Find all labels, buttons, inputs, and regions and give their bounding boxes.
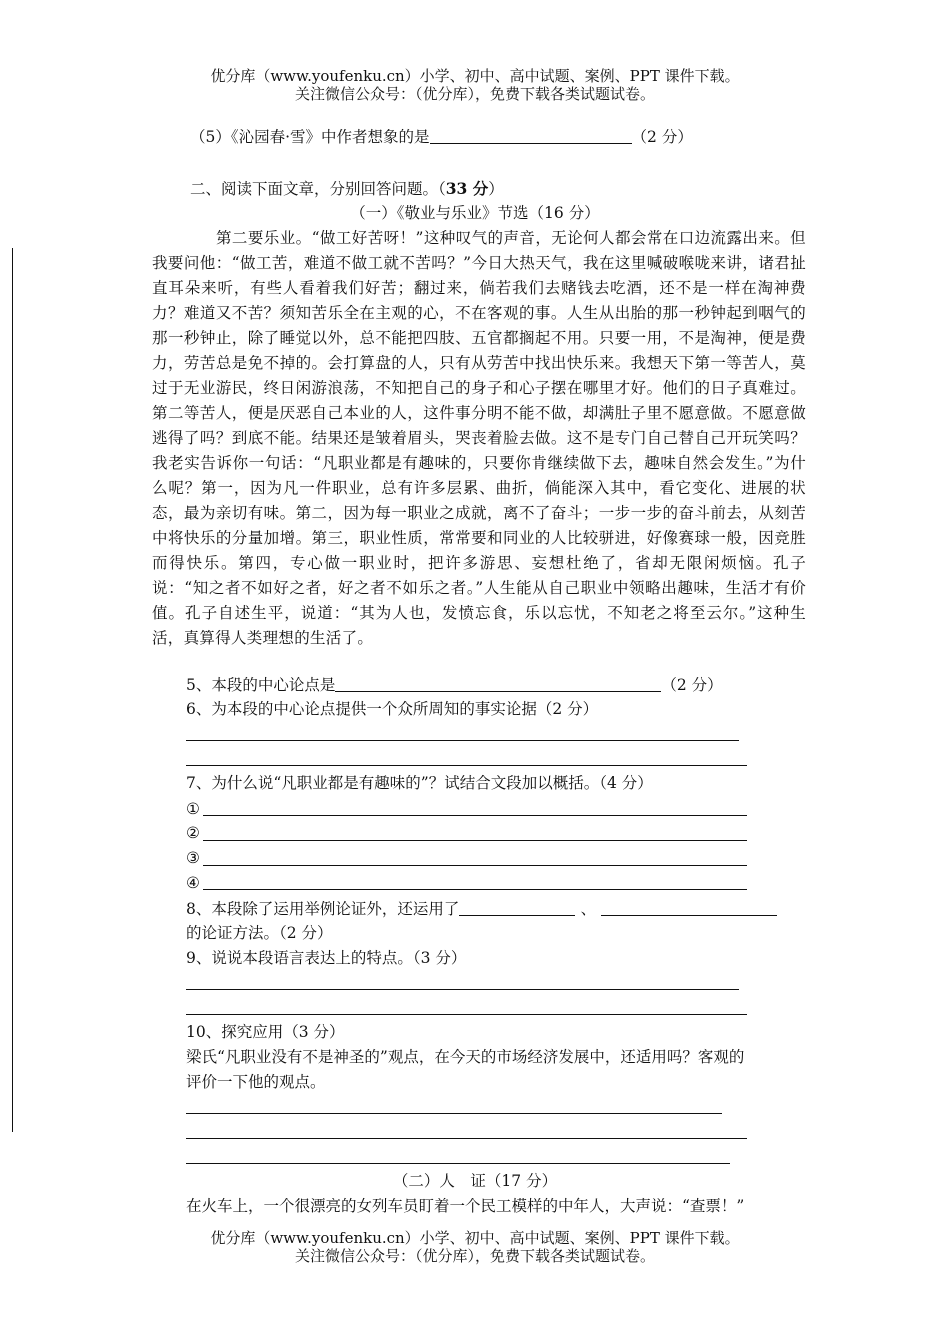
subsection-1-title: （一）《敬业与乐业》节选（16 分）: [350, 204, 600, 222]
question-8-text: 8、本段除了运用举例论证外，还运用了: [186, 900, 460, 918]
passage-paragraph: 第二要乐业。“做工好苦呀！”这种叹气的声音，无论何人都会常在口边流露出来。但我要问他：“做工苦，难道不做工就不苦吗？”今日大热天气，我在这里喊破喉咙来讲，诸君扯直耳朵来听，有些人看着我们好苦；翻过来，倘若我们去赌钱去吃酒，还不是一样在淘神费力？难道又不苦？须知苦乐全在主观的心，不在客观的事。人生从出胎的那一秒钟起到咽气的那一秒钟止，除了睡觉以外，总不能把四肢、五官都搁起不用。只要一用，不是淘神，便是费力，劳苦总是免不掉的。会打算盘的人，只有从劳苦中找出快乐来。我想天下第一等苦人，莫过于无业游民，终日闲游浪荡，不知把自己的身子和心子摆在哪里才好。他们的日子真难过。第二等苦人，便是厌恶自己本业的人，这件事分明不能不做，却满肚子里不愿意做。不愿意做逃得了吗？到底不能。结果还是皱着眉头，哭丧着脸去做。这不是专门自己替自己开玩笑吗？我老实告诉你一句话：“凡职业都是有趣味的，只要你肯继续做下去，趣味自然会发生。”为什么呢？第一，因为凡一件职业，总有许多层累、曲折，倘能深入其中，看它变化、进展的状态，最为亲切有味。第二，因为每一职业之成就，离不了奋斗；一步一步的奋斗前去，从刻苦中将快乐的分量加增。第三，职业性质，常常要和同业的人比较骈进，好像赛球一般，因竞胜而得快乐。第四，专心做一职业时，把许多游思、妄想杜绝了，省却无限闲烦恼。孔子说：“知之者不如好之者，好之者不如乐之者。”人生能从自己职业中领略出趣味，生活才有价值。孔子自述生平，说道：“其为人也，发愤忘食，乐以忘忧，不知老之将至云尔。”这种生活，真算得人类理想的生活了。: [152, 229, 806, 647]
question-prev-5: [190, 126, 693, 148]
answer-blank[interactable]: [459, 899, 575, 916]
subsection-2-title: （二）人 证（17 分）: [392, 1172, 558, 1190]
answer-line[interactable]: [186, 1113, 722, 1114]
question-5: [186, 674, 723, 696]
question-prev-5-text: （5）《沁园春·雪》中作者想象的是: [190, 128, 430, 146]
header-line-2: 关注微信公众号：（优分库），免费下载各类试题试卷。: [294, 85, 655, 103]
answer-line[interactable]: [203, 815, 747, 816]
answer-line[interactable]: [186, 989, 739, 990]
answer-item-1: ①: [186, 800, 200, 818]
header-line-1: 优分库（www.youfenku.cn）小学、初中、高中试题、案例、PPT 课件下载。: [210, 67, 740, 85]
answer-item-2: ②: [186, 824, 200, 842]
question-8: [186, 898, 777, 920]
answer-item-3: ③: [186, 849, 200, 867]
answer-line[interactable]: [186, 1138, 747, 1139]
question-7: 7、为什么说“凡职业都是有趣味的”？试结合文段加以概括。（4 分）: [186, 774, 653, 792]
section-2-suffix: ）: [488, 180, 504, 198]
answer-item-4: ④: [186, 874, 200, 892]
answer-blank[interactable]: [430, 127, 632, 144]
footer-line-2: 关注微信公众号：（优分库），免费下载各类试题试卷。: [294, 1247, 655, 1265]
answer-line[interactable]: [203, 889, 747, 890]
question-10-body-1: 梁氏“凡职业没有不是神圣的”观点，在今天的市场经济发展中，还适用吗？客观的: [186, 1048, 745, 1066]
answer-blank[interactable]: [335, 675, 661, 692]
answer-line[interactable]: [186, 1014, 747, 1015]
question-8-separator: 、: [580, 900, 597, 918]
question-10: 10、探究应用（3 分）: [186, 1023, 345, 1041]
question-8-continuation: 的论证方法。（2 分）: [186, 924, 333, 942]
answer-line[interactable]: [186, 740, 739, 741]
footer-line-1: 优分库（www.youfenku.cn）小学、初中、高中试题、案例、PPT 课件下载。: [210, 1229, 740, 1247]
question-6: 6、为本段的中心论点提供一个众所周知的事实论据（2 分）: [186, 700, 599, 718]
answer-line[interactable]: [203, 840, 747, 841]
question-prev-5-score: （2 分）: [631, 128, 693, 146]
answer-blank[interactable]: [601, 899, 777, 916]
section-2-score: 33 分: [445, 179, 489, 198]
answer-line[interactable]: [186, 1163, 730, 1164]
left-margin-rule: [12, 248, 13, 1132]
question-9: 9、说说本段语言表达上的特点。（3 分）: [186, 949, 467, 967]
story-first-line: 在火车上，一个很漂亮的女列车员盯着一个民工模样的中年人，大声说：“查票！”: [186, 1197, 745, 1215]
section-2-heading: [190, 178, 504, 200]
question-5-text: 5、本段的中心论点是: [186, 676, 336, 694]
section-2-text: 二、阅读下面文章，分别回答问题。（: [190, 180, 446, 198]
answer-line[interactable]: [186, 765, 747, 766]
answer-line[interactable]: [203, 865, 747, 866]
question-5-score: （2 分）: [661, 676, 723, 694]
question-10-body-2: 评价一下他的观点。: [186, 1073, 326, 1091]
